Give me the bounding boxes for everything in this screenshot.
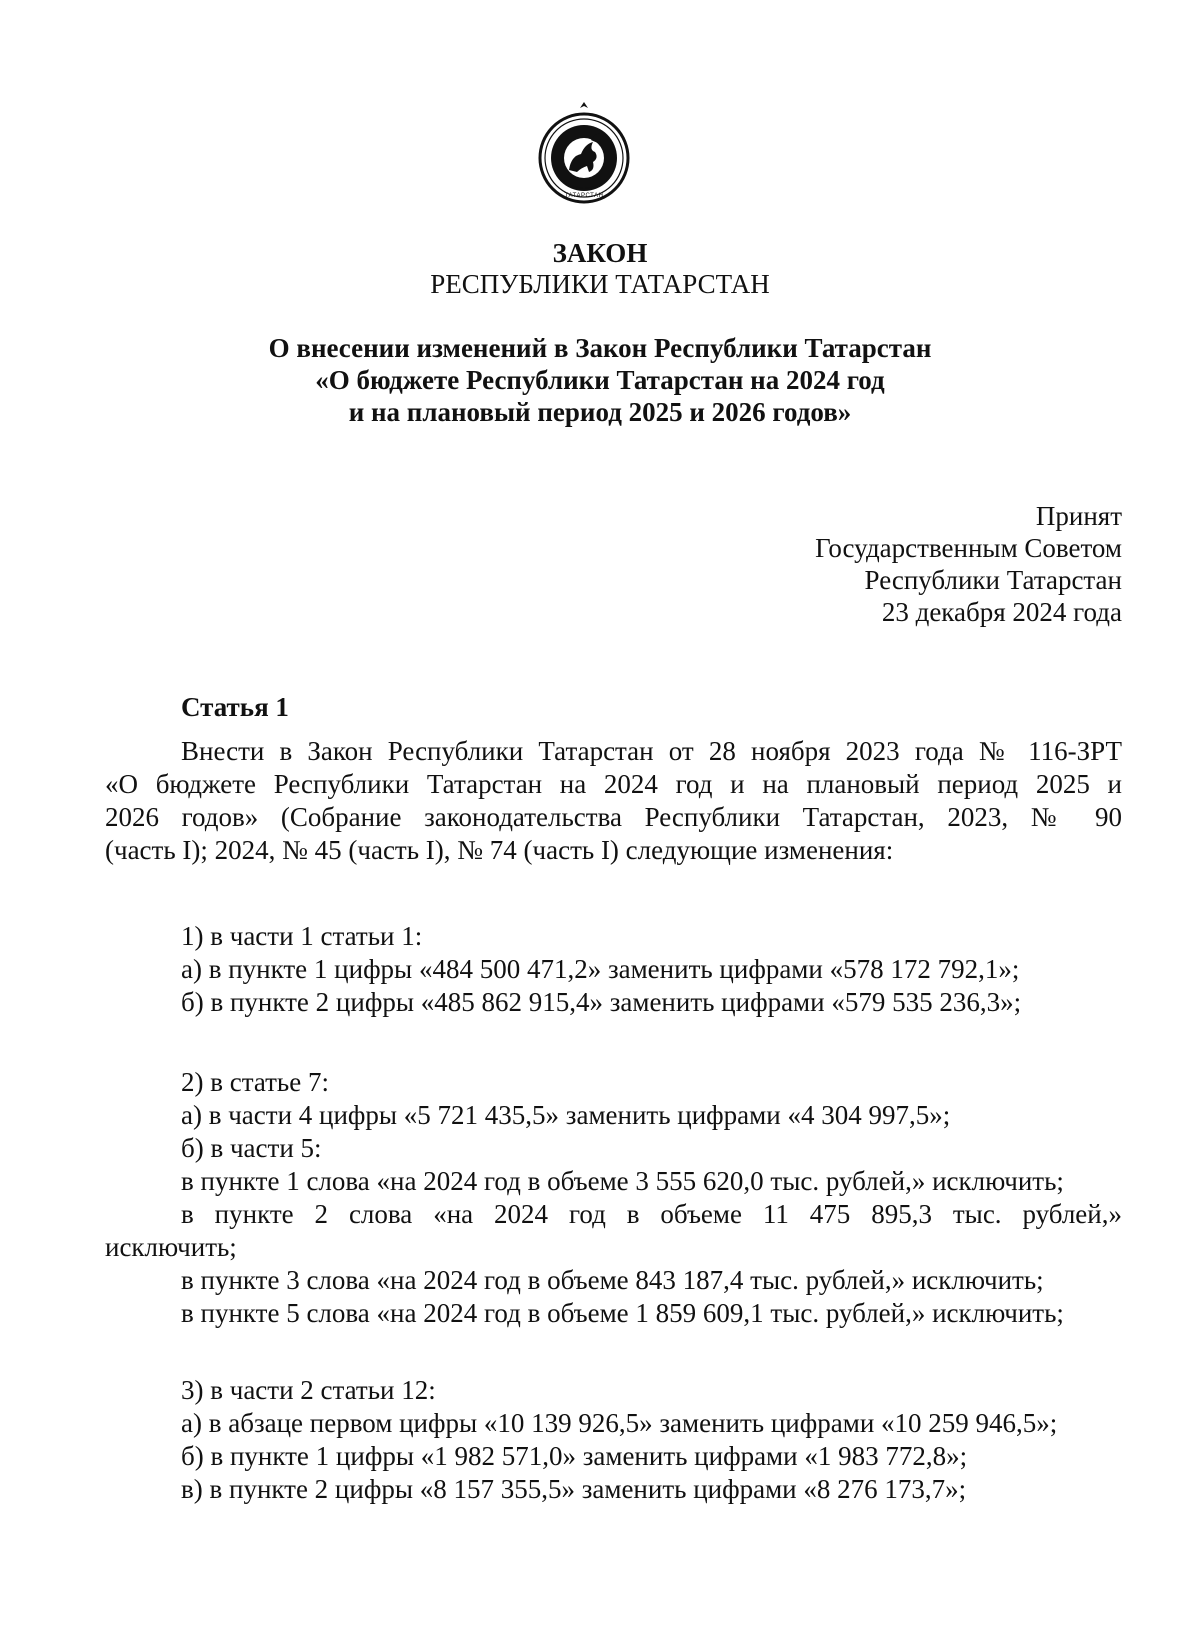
law-subtitle: РЕСПУБЛИКИ ТАТАРСТАН — [430, 269, 770, 299]
item-line: а) в части 4 цифры «5 721 435,5» заменить цифрами «4 304 997,5»; — [181, 1100, 951, 1130]
amendment-item-1 — [105, 920, 1122, 1019]
amendment-item-3 — [105, 1374, 1122, 1506]
emblem-lettering: ТАТАРСТАН — [564, 193, 604, 199]
item-line-wrapped: в пункте 2 слова «на 2024 год в объеме 11 475 895,3 тыс. рублей,» — [181, 1199, 1122, 1229]
item-line: 3) в части 2 статьи 12: — [181, 1375, 436, 1405]
adoption-line: Республики Татарстан — [864, 565, 1122, 595]
article-title: Статья 1 — [181, 692, 289, 722]
law-name-line-1: О внесении изменений в Закон Республики Татарстан — [268, 333, 932, 363]
law-name-line-3: и на плановый период 2025 и 2026 годов» — [348, 397, 852, 427]
item-line: б) в пункте 1 цифры «1 982 571,0» заменить цифрами «1 983 772,8»; — [181, 1441, 968, 1471]
adoption-line: Государственным Советом — [815, 533, 1122, 563]
item-line: а) в пункте 1 цифры «484 500 471,2» заменить цифрами «578 172 792,1»; — [181, 954, 1020, 984]
law-title: ЗАКОН — [552, 238, 648, 268]
intro-line: 2026 годов» (Собрание законодательства Республики Татарстан, 2023, № 90 — [105, 802, 1122, 832]
item-line: в пункте 3 слова «на 2024 год в объеме 843 187,4 тыс. рублей,» исключить; — [181, 1265, 1044, 1295]
item-line: 2) в статье 7: — [181, 1067, 329, 1097]
intro-line: (часть I); 2024, № 45 (часть I), № 74 (часть I) следующие изменения: — [105, 835, 894, 865]
adoption-date: 23 декабря 2024 года — [881, 597, 1122, 627]
item-line: в) в пункте 2 цифры «8 157 355,5» заменить цифрами «8 276 173,7»; — [181, 1474, 967, 1504]
item-line: б) в пункте 2 цифры «485 862 915,4» заменить цифрами «579 535 236,3»; — [181, 987, 1022, 1017]
coat-of-arms-icon — [535, 100, 633, 210]
item-line: в пункте 1 слова «на 2024 год в объеме 3 555 620,0 тыс. рублей,» исключить; — [181, 1166, 1064, 1196]
item-line: б) в части 5: — [181, 1133, 322, 1163]
item-line-continuation: исключить; — [105, 1232, 237, 1262]
article-intro — [105, 735, 1122, 867]
item-line: в пункте 5 слова «на 2024 год в объеме 1 859 609,1 тыс. рублей,» исключить; — [181, 1298, 1064, 1328]
intro-line: «О бюджете Республики Татарстан на 2024 год и на плановый период 2025 и — [105, 769, 1122, 799]
adoption-line: Принят — [1035, 501, 1122, 531]
adoption-block — [815, 500, 1122, 628]
law-name-line-2: «О бюджете Республики Татарстан на 2024 год — [315, 365, 885, 395]
item-line: 1) в части 1 статьи 1: — [181, 921, 423, 951]
intro-line: Внести в Закон Республики Татарстан от 28 ноября 2023 года № 116-ЗРТ — [181, 736, 1122, 766]
amendment-item-2 — [105, 1066, 1122, 1330]
item-line: а) в абзаце первом цифры «10 139 926,5» заменить цифрами «10 259 946,5»; — [181, 1408, 1058, 1438]
